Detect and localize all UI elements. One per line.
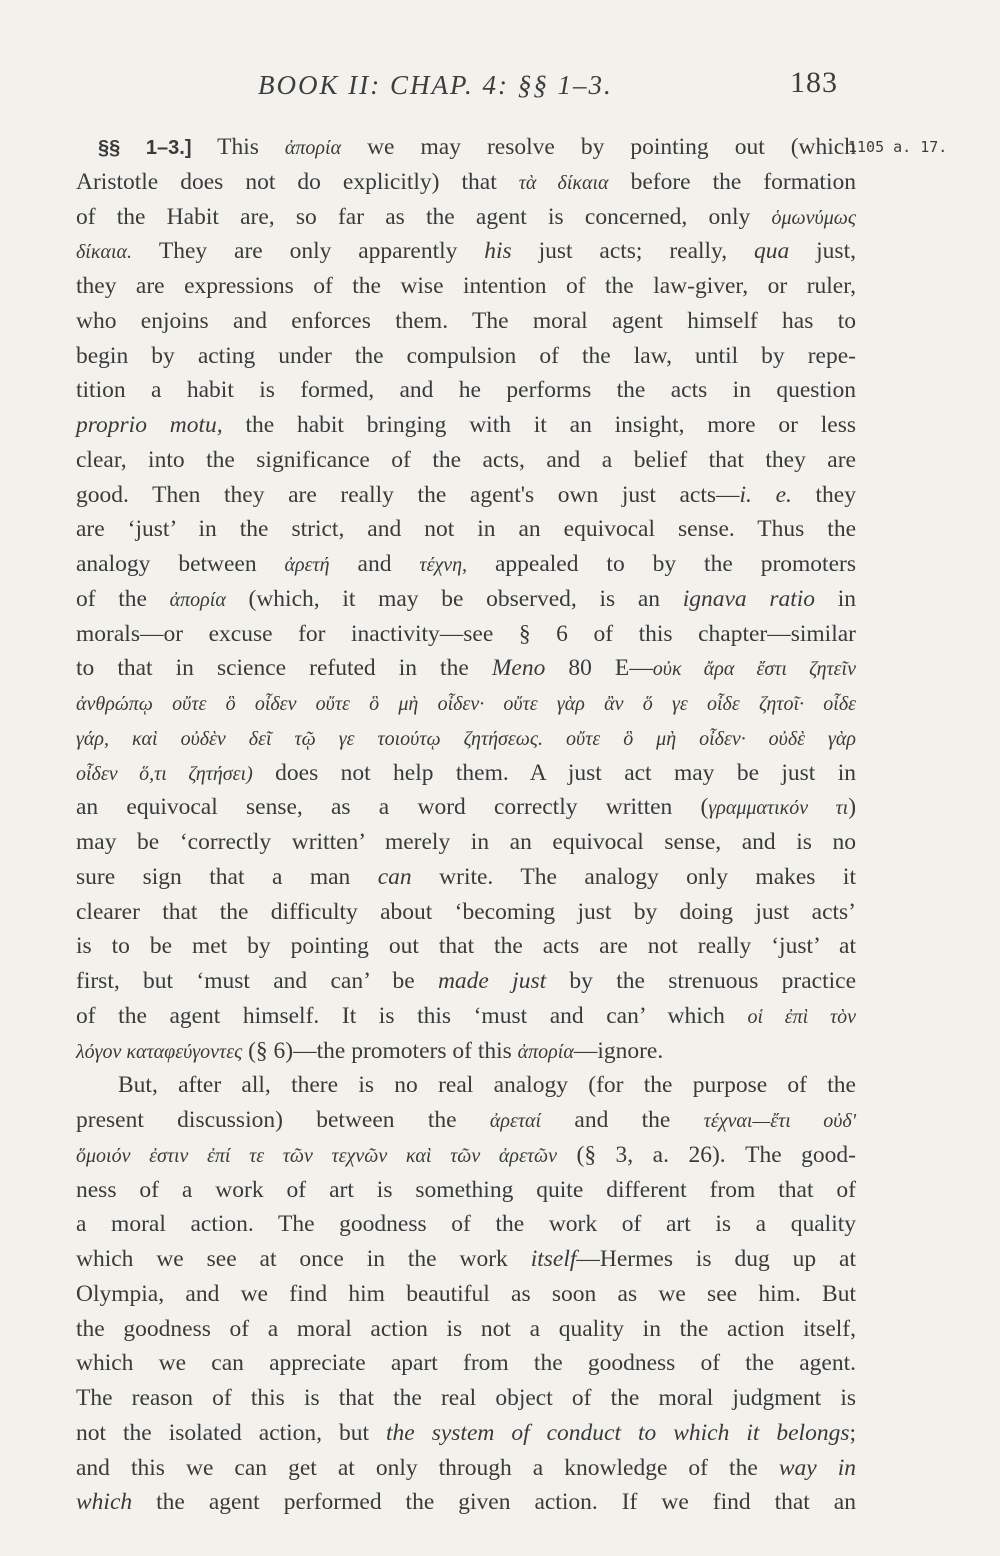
italic-abbrev: i. e. (739, 481, 792, 508)
text-line: sure sign that a man can write. The analogy only makes it (76, 863, 856, 890)
italic-word: which (76, 1489, 133, 1516)
text-line: morals—or excuse for inactivity—see § 6 of this chapter—similar (76, 620, 856, 647)
text-line: they are expressions of the wise intention of the law-giver, or ruler, (76, 273, 856, 299)
text-line: is to be met by pointing out that the acts are not really ‘just’ at (76, 933, 856, 960)
greek-quote: ἀνθρώπῳ οὔτε ὃ οἶδεν οὔτε ὃ μὴ οἶδεν· οὔτε γὰρ ἂν ὅ γε οἶδε ζητοῖ· οἶδε (76, 693, 856, 715)
italic-word: qua (754, 238, 790, 265)
italic-word: itself (530, 1246, 577, 1272)
italic-phrase: made just (437, 968, 547, 994)
text-line: which the agent performed the given action. If we find that an (76, 1489, 856, 1516)
text-line: of the Habit are, so far as the agent is concerned, only ὁμωνύμως (76, 203, 856, 230)
running-head: BOOK II: CHAP. 4: §§ 1–3. (258, 70, 613, 100)
text-line: The reason of this is that the real object of the moral judgment is (76, 1385, 856, 1411)
text-line: an equivocal sense, as a word correctly written (γραμματικόν τι) (76, 794, 857, 821)
greek-quote: οἶδεν ὅ,τι ζητήσει) (76, 762, 253, 785)
italic-phrase: proprio motu, (76, 412, 223, 438)
text-line: Aristotle does not do explicitly) that τὰ δίκαια before the formation (76, 168, 856, 195)
text-line: οἶδεν ὅ,τι ζητήσει) does not help them. A just act may be just in (76, 759, 856, 786)
greek-term: λόγον καταφεύγοντες (76, 1040, 243, 1063)
greek-quote: τέχναι—ἔτι οὐδ' (703, 1110, 856, 1132)
italic-phrase: the system of conduct to which it belongs (386, 1419, 850, 1446)
greek-term: ὁμωνύμως (771, 206, 856, 229)
text-line: But, after all, there is no real analogy (for the purpose of the (118, 1072, 856, 1099)
greek-term: γραμματικόν τι (708, 797, 849, 820)
text-line: and this we can get at only through a knowledge of the way in (76, 1454, 856, 1481)
greek-term: τέχνη, (419, 554, 468, 576)
paragraph-1 (76, 130, 856, 1068)
text-line: tition a habit is formed, and he performs the acts in question (76, 377, 856, 404)
section-marker: §§ 1–3.] (98, 137, 192, 159)
greek-term: ἀπορία (517, 1040, 574, 1063)
text-line: analogy between ἀρετή and τέχνη, appealed to by the promoters (76, 551, 856, 577)
text-line: λόγον καταφεύγοντες (§ 6)—the promoters of this ἀπορία—ignore. (76, 1037, 664, 1064)
greek-term: οἱ ἐπὶ τὸν (747, 1005, 856, 1028)
italic-phrase: way in (778, 1454, 856, 1481)
text-line: of the agent himself. It is this ‘must and can’ which οἱ ἐπὶ τὸν (76, 1002, 856, 1029)
greek-term: τὰ δίκαια (518, 171, 609, 194)
text-line (76, 686, 856, 721)
page-number: 183 (790, 66, 838, 99)
italic-word: can (377, 863, 412, 890)
text-line: begin by acting under the compulsion of the law, until by repe- (76, 342, 856, 369)
text-line (76, 721, 856, 756)
text-line: first, but ‘must and can’ be made just by the strenuous practice (76, 968, 857, 994)
text-line: may be ‘correctly written’ merely in an equivocal sense, and is no (76, 829, 856, 855)
body-text (76, 130, 856, 1520)
margin-reference: 1105 a. 17. (848, 138, 948, 156)
text-line: δίκαια. They are only apparently his just acts; really, qua just, (76, 238, 856, 265)
text-line: present discussion) between the ἀρεταί and the τέχναι—ἔτι οὐδ' (76, 1107, 856, 1133)
text-line: which we can appreciate apart from the goodness of the agent. (76, 1350, 856, 1377)
text-line: ὅμοιόν ἐστιν ἐπί τε τῶν τεχνῶν καὶ τῶν ἀρετῶν (§ 3, a. 26). The good- (76, 1141, 856, 1168)
text-line: not the isolated action, but the system of conduct to which it belongs; (76, 1419, 856, 1446)
text-line: to that in science refuted in the Meno 80 E—οὐκ ἄρα ἔστι ζητεῖν (76, 655, 856, 682)
greek-quote: γάρ, καὶ οὐδὲν δεῖ τῷ γε τοιούτῳ ζητήσεως. οὔτε ὃ μὴ οἶδεν· οὐδὲ γὰρ (76, 727, 856, 750)
text-line: clearer that the difficulty about ‘becoming just by doing just acts’ (76, 898, 856, 925)
greek-term: δίκαια. (76, 241, 133, 264)
text-line: the goodness of a moral action is not a quality in the action itself, (76, 1315, 856, 1342)
text-line: proprio motu, the habit bringing with it an insight, more or less (76, 412, 856, 438)
text-line: good. Then they are really the agent's own just acts—i. e. they (76, 481, 856, 508)
text-line: Olympia, and we find him beautiful as soon as we see him. But (76, 1280, 856, 1307)
text-line: which we see at once in the work itself—Hermes is dug up at (76, 1246, 856, 1272)
italic-word: his (484, 238, 512, 265)
text-line: a moral action. The goodness of the work of art is a quality (76, 1211, 856, 1238)
text-line: who enjoins and enforces them. The moral agent himself has to (76, 307, 856, 334)
greek-quote: οὐκ ἄρα ἔστι ζητεῖν (652, 658, 856, 681)
greek-term: ἀρετή (284, 554, 330, 576)
greek-term: ἀρεταί (489, 1110, 542, 1132)
greek-quote: ὅμοιόν ἐστιν ἐπί τε τῶν τεχνῶν καὶ τῶν ἀρετῶν (76, 1144, 558, 1167)
greek-term: ἀπορία (284, 137, 342, 159)
greek-term: ἀπορία (169, 588, 226, 611)
text-line: ness of a work of art is something quite different from that of (76, 1176, 856, 1203)
text-line: of the ἀπορία (which, it may be observed, is an ignava ratio in (76, 585, 857, 612)
italic-title: Meno (491, 655, 546, 682)
text-line: are ‘just’ in the strict, and not in an equivocal sense. Thus the (76, 516, 856, 543)
paragraph-2 (76, 1068, 856, 1520)
text-line: §§ 1–3.] This ἀπορία we may resolve by pointing out (which (98, 134, 856, 160)
italic-phrase: ignava ratio (682, 585, 816, 612)
text-line: clear, into the significance of the acts, and a belief that they are (76, 446, 856, 473)
